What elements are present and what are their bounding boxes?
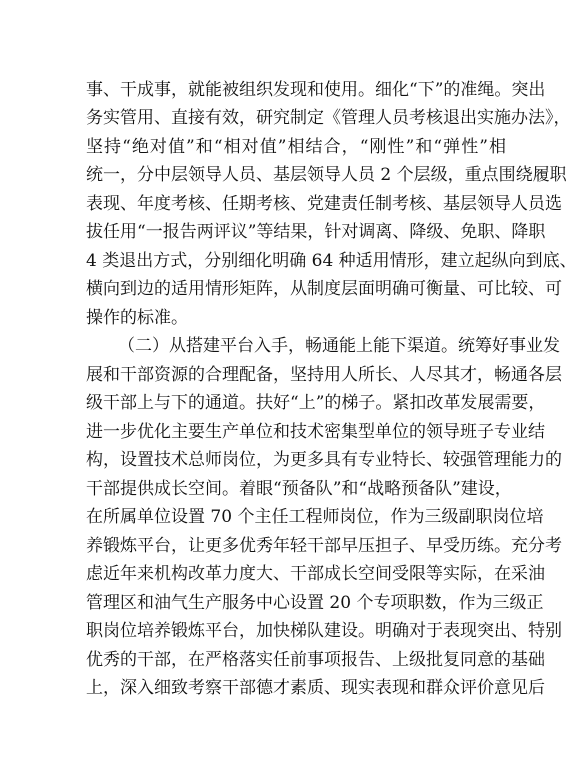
paragraph-1-line-4: 统一，分中层领导人员、基层领导人员 2 个层级，重点围绕履职 (86, 165, 567, 185)
paragraph-2-line-13: 上，深入细致考察干部德才素质、现实表现和群众评价意见后 (86, 678, 545, 698)
paragraph-2-line-9: 虑近年来机构改革力度大、干部成长空间受限等实际，在采油 (86, 564, 545, 584)
paragraph-1-line-9: 操作的标准。 (86, 308, 188, 328)
paragraph-2-line-12: 优秀的干部，在严格落实任前事项报告、上级批复同意的基础 (86, 650, 545, 670)
paragraph-1-line-1: 事、干成事，就能被组织发现和使用。细化“下”的准绳。突出 (86, 80, 546, 100)
paragraph-1-line-6: 拔任用“一报告两评议”等结果，针对调离、降级、免职、降职 (86, 222, 546, 242)
paragraph-2-line-6: 干部提供成长空间。着眼“预备队”和“战略预备队”建设， (86, 479, 512, 499)
paragraph-2-line-11: 职岗位培养锻炼平台，加快梯队建设。明确对于表现突出、特别 (86, 621, 562, 641)
paragraph-2-line-4: 进一步优化主要生产单位和技术密集型单位的领导班子专业结 (86, 422, 545, 442)
paragraph-1-line-2: 务实管用、直接有效，研究制定《管理人员考核退出实施办法》， (86, 108, 571, 128)
paragraph-1-line-8: 横向到边的适用情形矩阵，从制度层面明确可衡量、可比较、可 (86, 279, 562, 299)
paragraph-1-line-7: 4 类退出方式，分别细化明确 64 种适用情形，建立起纵向到底、 (86, 251, 577, 271)
paragraph-1-line-5: 表现、年度考核、任期考核、党建责任制考核、基层领导人员选 (86, 194, 562, 214)
paragraph-2-line-1: （二）从搭建平台入手，畅通能上能下渠道。统筹好事业发 (118, 336, 560, 356)
paragraph-2-line-5: 构，设置技术总师岗位，为更多具有专业特长、较强管理能力的 (86, 450, 562, 470)
paragraph-1-line-3: 坚持“绝对值”和“相对值”相结合，“刚性”和“弹性”相 (86, 137, 506, 157)
paragraph-2-line-3: 级干部上与下的通道。扶好“上”的梯子。紧扣改革发展需要， (86, 393, 546, 413)
paragraph-2-line-2: 展和干部资源的合理配备，坚持用人所长、人尽其才，畅通各层 (86, 365, 562, 385)
paragraph-2-line-8: 养锻炼平台，让更多优秀年轻干部早压担子、早受历练。充分考 (86, 536, 562, 556)
paragraph-2-line-10: 管理区和油气生产服务中心设置 20 个专项职数，作为三级正 (86, 593, 544, 613)
paragraph-2-line-7: 在所属单位设置 70 个主任工程师岗位，作为三级副职岗位培 (86, 507, 544, 527)
